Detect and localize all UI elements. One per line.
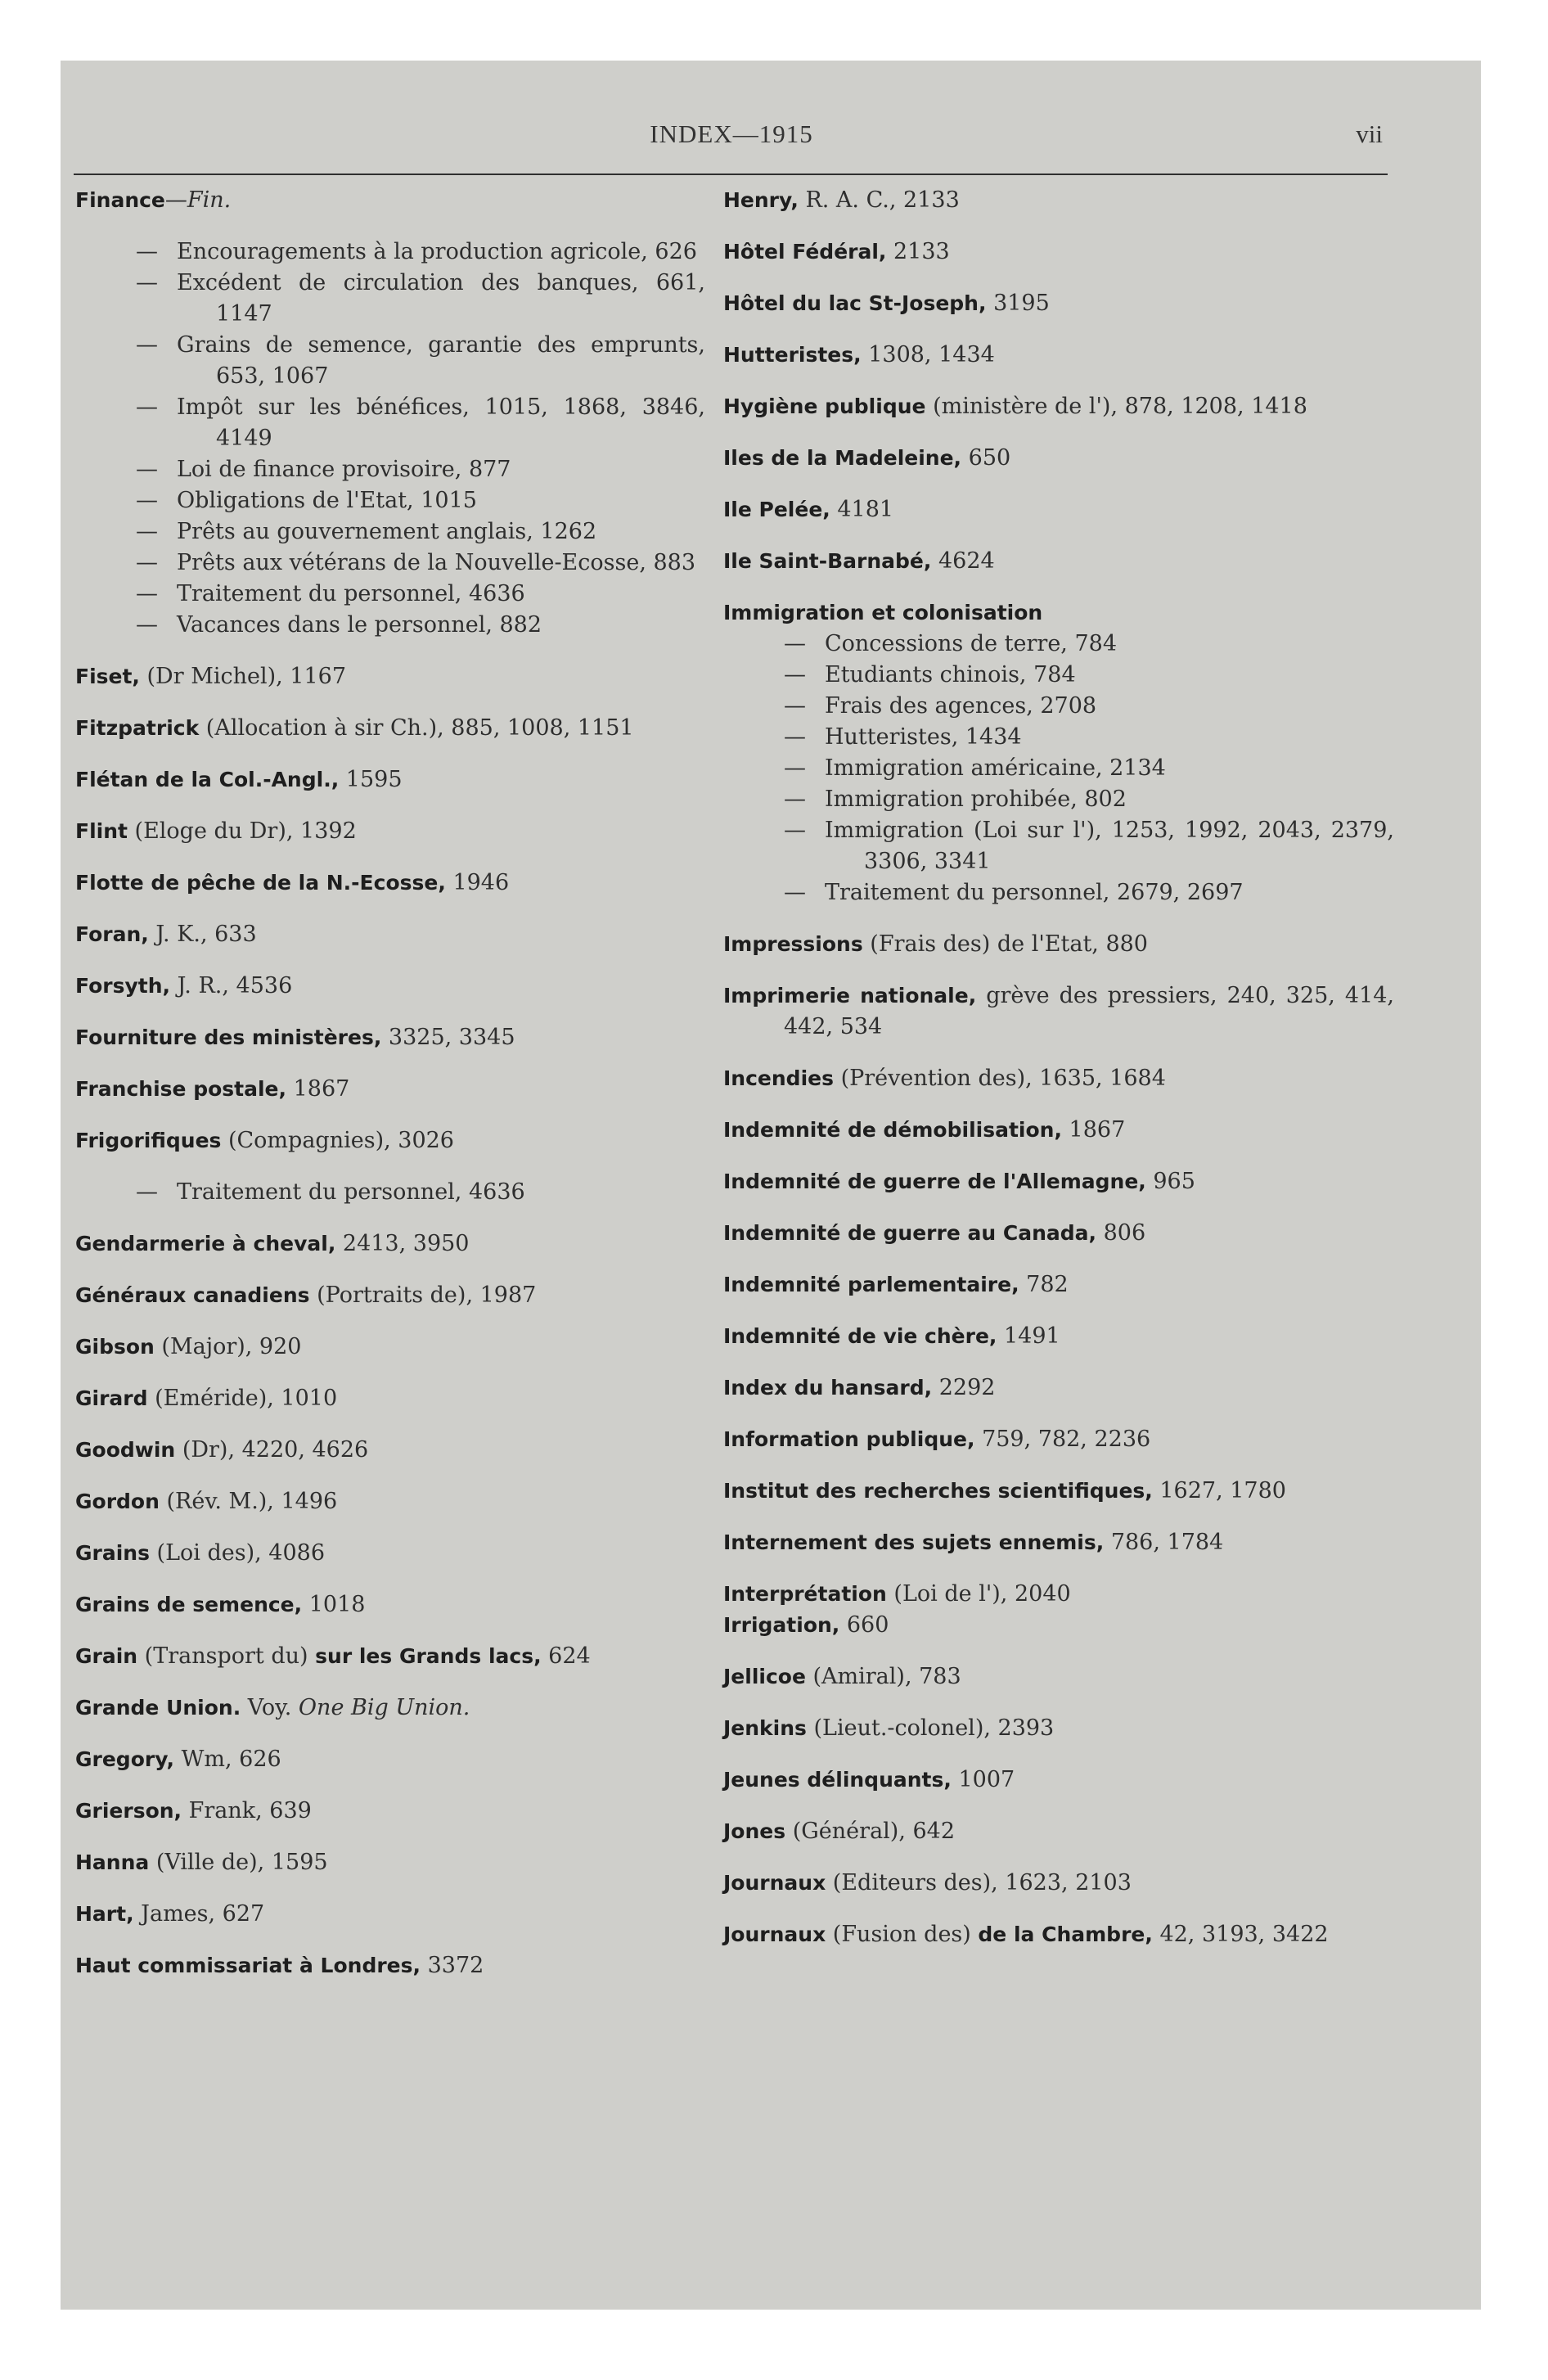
subentry-text: Vacances dans le personnel, 882 bbox=[177, 612, 542, 638]
header-rule bbox=[74, 174, 1388, 175]
page-title: INDEX—1915 bbox=[650, 119, 813, 148]
entry-text: 3325, 3345 bbox=[381, 1025, 515, 1050]
index-entry bbox=[75, 1125, 705, 1156]
index-entry bbox=[75, 764, 705, 796]
index-entry bbox=[723, 980, 1394, 1043]
index-entry bbox=[723, 1765, 1394, 1796]
entry-heading: Foran, bbox=[75, 922, 149, 946]
entry-text: James, 627 bbox=[133, 1901, 265, 1927]
entry-text: 1946 bbox=[445, 870, 510, 895]
subentry-text: Loi de finance provisoire, 877 bbox=[177, 457, 511, 482]
entry-heading: Hanna bbox=[75, 1850, 150, 1874]
entry-text: grève des pressiers, 240, 325, 414, 442, 534 bbox=[784, 983, 1394, 1039]
entry-text: 3372 bbox=[421, 1953, 484, 1978]
subentry-text: Prêts aux vétérans de la Nouvelle-Ecosse, 883 bbox=[177, 550, 696, 575]
entry-text: 965 bbox=[1145, 1169, 1195, 1194]
index-entry bbox=[75, 1589, 705, 1620]
index-entry bbox=[723, 929, 1394, 960]
entry-text: 4624 bbox=[931, 548, 995, 574]
entry-heading-continued: de la Chambre, bbox=[978, 1922, 1153, 1946]
entry-heading: Incendies bbox=[723, 1066, 834, 1090]
entry-heading: Indemnité de guerre au Canada, bbox=[723, 1221, 1097, 1245]
index-entry bbox=[723, 340, 1394, 371]
index-entry bbox=[75, 1693, 705, 1724]
entry-text: (Eloge du Dr), 1392 bbox=[127, 818, 357, 844]
em-dash: — bbox=[136, 239, 158, 264]
entry-text: (Ville de), 1595 bbox=[149, 1850, 328, 1875]
entry-heading: Henry, bbox=[723, 188, 799, 212]
index-subentry bbox=[723, 877, 1394, 908]
subentry-text: Grains de semence, garantie des emprunts, 653, 1067 bbox=[177, 332, 705, 389]
index-subentry bbox=[75, 330, 705, 392]
index-entry bbox=[723, 237, 1394, 268]
index-entry bbox=[75, 1744, 705, 1775]
entry-heading: Forsyth, bbox=[75, 974, 170, 998]
entry-heading: Institut des recherches scientifiques, bbox=[723, 1479, 1153, 1503]
entry-text: 660 bbox=[839, 1612, 889, 1638]
index-subentry bbox=[723, 629, 1394, 660]
entry-heading: Gibson bbox=[75, 1335, 155, 1359]
entry-text: (Dr), 4220, 4626 bbox=[175, 1437, 369, 1463]
entry-heading: Indemnité de guerre de l'Allemagne, bbox=[723, 1170, 1146, 1193]
subentry-text: Etudiants chinois, 784 bbox=[825, 662, 1076, 687]
index-entry bbox=[75, 1228, 705, 1260]
entry-heading: Gregory, bbox=[75, 1747, 175, 1771]
index-subentry bbox=[75, 1177, 705, 1208]
subentry-text: Traitement du personnel, 2679, 2697 bbox=[825, 880, 1244, 905]
entry-text: J. R., 4536 bbox=[170, 973, 293, 998]
index-entry bbox=[75, 1796, 705, 1827]
entry-heading: Indemnité parlementaire, bbox=[723, 1273, 1019, 1296]
subentry-text: Frais des agences, 2708 bbox=[825, 693, 1097, 719]
entry-heading: Irrigation, bbox=[723, 1613, 840, 1637]
entry-heading: Gendarmerie à cheval, bbox=[75, 1232, 336, 1255]
index-entry bbox=[75, 185, 705, 216]
em-dash: — bbox=[784, 755, 806, 781]
entry-text: 1491 bbox=[997, 1323, 1060, 1349]
entry-heading: Hôtel Fédéral, bbox=[723, 240, 887, 264]
index-entry bbox=[723, 443, 1394, 474]
em-dash: — bbox=[784, 787, 806, 812]
entry-text: (Rév. M.), 1496 bbox=[159, 1489, 338, 1514]
subentry-text: Immigration américaine, 2134 bbox=[825, 755, 1166, 781]
index-entry bbox=[723, 1166, 1394, 1197]
entry-text: 1308, 1434 bbox=[861, 342, 995, 367]
entry-italic: One Big Union. bbox=[298, 1695, 470, 1720]
entry-text: (Editeurs des), 1623, 2103 bbox=[826, 1870, 1132, 1895]
subentry-text: Prêts au gouvernement anglais, 1262 bbox=[177, 519, 597, 544]
entry-heading: Grains de semence, bbox=[75, 1593, 303, 1616]
index-entry bbox=[75, 1486, 705, 1517]
em-dash: — bbox=[784, 693, 806, 719]
entry-text: 1595 bbox=[339, 767, 403, 792]
entry-heading: Indemnité de vie chère, bbox=[723, 1324, 997, 1348]
entry-heading: Fiset, bbox=[75, 665, 140, 688]
entry-heading: Jellicoe bbox=[723, 1665, 806, 1688]
entry-text: Voy. bbox=[241, 1695, 299, 1720]
entry-heading: Indemnité de démobilisation, bbox=[723, 1118, 1062, 1142]
entry-text: 759, 782, 2236 bbox=[974, 1427, 1151, 1452]
index-subentry bbox=[723, 815, 1394, 877]
index-entry bbox=[723, 1063, 1394, 1094]
index-entry bbox=[723, 1527, 1394, 1558]
entry-text-continued: 624 bbox=[541, 1643, 591, 1669]
index-column-right bbox=[723, 185, 1394, 1971]
entry-text-continued: 42, 3193, 3422 bbox=[1152, 1922, 1329, 1947]
entry-heading: Journaux bbox=[723, 1871, 826, 1895]
entry-text: (Loi des), 4086 bbox=[149, 1540, 326, 1566]
index-column-left bbox=[75, 185, 705, 2002]
entry-text: 2413, 3950 bbox=[335, 1231, 470, 1256]
index-entry bbox=[75, 713, 705, 744]
entry-heading: Frigorifiques bbox=[75, 1129, 222, 1152]
entry-heading-continued: sur les Grands lacs, bbox=[315, 1644, 542, 1668]
entry-heading: Index du hansard, bbox=[723, 1376, 933, 1400]
entry-heading: Internement des sujets ennemis, bbox=[723, 1530, 1105, 1554]
entry-heading: Fourniture des ministères, bbox=[75, 1025, 382, 1049]
index-entry bbox=[75, 1950, 705, 1981]
entry-text: (Major), 920 bbox=[154, 1334, 302, 1359]
entry-heading: Grierson, bbox=[75, 1799, 182, 1823]
entry-text: 4181 bbox=[830, 497, 894, 522]
entry-heading: Impressions bbox=[723, 932, 863, 956]
entry-text: (Amiral), 783 bbox=[805, 1664, 961, 1689]
em-dash: — bbox=[136, 1179, 158, 1205]
index-subentry bbox=[75, 548, 705, 579]
entry-heading: Ile Pelée, bbox=[723, 498, 830, 521]
subentry-text: Immigration (Loi sur l'), 1253, 1992, 2043, 2379, 3306, 3341 bbox=[825, 818, 1394, 874]
entry-text: 1867 bbox=[1061, 1117, 1126, 1143]
entry-heading: Goodwin bbox=[75, 1438, 176, 1462]
entry-heading: Jeunes délinquants, bbox=[723, 1768, 952, 1792]
entry-text: (Compagnies), 3026 bbox=[221, 1128, 454, 1153]
index-entry bbox=[75, 868, 705, 899]
entry-text: (Général), 642 bbox=[785, 1819, 956, 1844]
index-entry bbox=[723, 1661, 1394, 1693]
entry-text: R. A. C., 2133 bbox=[798, 187, 960, 213]
em-dash: — bbox=[784, 818, 806, 843]
subentry-text: Traitement du personnel, 4636 bbox=[177, 1179, 525, 1205]
index-subentry bbox=[75, 237, 705, 268]
index-subentry bbox=[723, 722, 1394, 753]
em-dash: — bbox=[136, 519, 158, 544]
index-subentry bbox=[75, 392, 705, 454]
index-entry bbox=[723, 391, 1394, 422]
index-entry bbox=[75, 816, 705, 847]
entry-heading: Flotte de pêche de la N.-Ecosse, bbox=[75, 871, 446, 895]
entry-italic: Fin. bbox=[187, 187, 232, 213]
entry-text: 786, 1784 bbox=[1104, 1530, 1224, 1555]
entry-heading: Hart, bbox=[75, 1902, 134, 1926]
entry-heading: Imprimerie nationale, bbox=[723, 984, 977, 1007]
entry-text: (Frais des) de l'Etat, 880 bbox=[862, 931, 1148, 957]
entry-heading: Généraux canadiens bbox=[75, 1283, 310, 1307]
index-entry bbox=[75, 1074, 705, 1105]
entry-text: 782 bbox=[1019, 1272, 1069, 1297]
subentry-text: Traitement du personnel, 4636 bbox=[177, 581, 525, 606]
entry-text: (ministère de l'), 878, 1208, 1418 bbox=[925, 394, 1307, 419]
em-dash: — bbox=[784, 662, 806, 687]
entry-heading: Immigration et colonisation bbox=[723, 601, 1043, 624]
entry-heading: Fitzpatrick bbox=[75, 716, 200, 740]
entry-text: — bbox=[164, 187, 187, 213]
subentry-text: Impôt sur les bénéfices, 1015, 1868, 3846, 4149 bbox=[177, 394, 705, 451]
page-header bbox=[75, 113, 1388, 162]
entry-text: 1867 bbox=[286, 1076, 350, 1102]
index-subentry bbox=[75, 454, 705, 485]
em-dash: — bbox=[136, 581, 158, 606]
index-entry bbox=[723, 1269, 1394, 1300]
entry-heading: Girard bbox=[75, 1386, 148, 1410]
index-entry bbox=[75, 1280, 705, 1311]
entry-text: (Lieut.-colonel), 2393 bbox=[806, 1715, 1055, 1741]
index-entry bbox=[723, 1713, 1394, 1744]
em-dash: — bbox=[136, 270, 158, 295]
index-subentry bbox=[75, 485, 705, 516]
index-entry bbox=[723, 288, 1394, 319]
entry-text: 3195 bbox=[986, 291, 1050, 316]
index-subentry bbox=[75, 579, 705, 610]
index-entry bbox=[723, 1868, 1394, 1899]
entry-heading: Jones bbox=[723, 1819, 786, 1843]
entry-heading: Flint bbox=[75, 819, 128, 843]
index-entry bbox=[723, 1816, 1394, 1847]
index-entry bbox=[75, 1538, 705, 1569]
entry-text: 2133 bbox=[886, 239, 950, 264]
entry-heading: Interprétation bbox=[723, 1582, 887, 1606]
entry-text: 1007 bbox=[951, 1767, 1015, 1792]
index-entry bbox=[75, 1847, 705, 1878]
subentry-text: Concessions de terre, 784 bbox=[825, 631, 1117, 656]
index-entry bbox=[75, 971, 705, 1002]
entry-heading: Hôtel du lac St-Joseph, bbox=[723, 291, 987, 315]
entry-text: (Dr Michel), 1167 bbox=[139, 664, 347, 689]
index-entry bbox=[723, 597, 1394, 629]
subentry-text: Excédent de circulation des banques, 661, 1147 bbox=[177, 270, 705, 327]
em-dash: — bbox=[136, 550, 158, 575]
entry-text: (Portraits de), 1987 bbox=[309, 1282, 537, 1308]
index-subentry bbox=[723, 660, 1394, 691]
entry-text: (Loi de l'), 2040 bbox=[886, 1581, 1071, 1607]
entry-text: (Transport du) bbox=[137, 1643, 316, 1669]
index-entry bbox=[75, 1899, 705, 1930]
entry-heading: Grain bbox=[75, 1644, 138, 1668]
index-entry bbox=[723, 546, 1394, 577]
index-entry bbox=[75, 1383, 705, 1414]
index-subentry bbox=[75, 610, 705, 641]
subentry-text: Encouragements à la production agricole, 626 bbox=[177, 239, 697, 264]
em-dash: — bbox=[784, 631, 806, 656]
entry-text: (Allocation à sir Ch.), 885, 1008, 1151 bbox=[199, 715, 634, 741]
index-subentry bbox=[75, 516, 705, 548]
entry-text: (Eméride), 1010 bbox=[147, 1386, 338, 1411]
page-number: vii bbox=[1356, 119, 1383, 148]
entry-text: 2292 bbox=[932, 1375, 996, 1400]
index-entry bbox=[723, 1610, 1394, 1641]
index-entry bbox=[75, 1435, 705, 1466]
index-entry bbox=[723, 1476, 1394, 1507]
index-entry bbox=[723, 1115, 1394, 1146]
entry-heading: Finance bbox=[75, 188, 165, 212]
entry-heading: Gordon bbox=[75, 1490, 160, 1513]
entry-text: J. K., 633 bbox=[148, 922, 257, 947]
index-entry bbox=[75, 919, 705, 950]
index-subentry bbox=[723, 753, 1394, 784]
em-dash: — bbox=[784, 880, 806, 905]
subentry-text: Immigration prohibée, 802 bbox=[825, 787, 1127, 812]
entry-heading: Franchise postale, bbox=[75, 1077, 286, 1101]
entry-text: Frank, 639 bbox=[182, 1798, 312, 1823]
entry-heading: Grande Union. bbox=[75, 1696, 241, 1720]
index-entry bbox=[723, 1919, 1394, 1950]
index-subentry bbox=[723, 691, 1394, 722]
entry-text: 1018 bbox=[302, 1592, 366, 1617]
em-dash: — bbox=[784, 724, 806, 750]
index-entry bbox=[723, 1373, 1394, 1404]
entry-text: 650 bbox=[961, 445, 1011, 471]
subentry-text: Obligations de l'Etat, 1015 bbox=[177, 488, 477, 513]
index-subentry bbox=[75, 268, 705, 330]
em-dash: — bbox=[136, 488, 158, 513]
entry-heading: Jenkins bbox=[723, 1716, 807, 1740]
entry-heading: Flétan de la Col.-Angl., bbox=[75, 768, 340, 791]
index-entry bbox=[723, 1424, 1394, 1455]
entry-heading: Haut commissariat à Londres, bbox=[75, 1954, 421, 1977]
index-entry bbox=[75, 1022, 705, 1053]
index-entry bbox=[723, 1579, 1394, 1610]
entry-text: Wm, 626 bbox=[174, 1747, 281, 1772]
entry-text: (Fusion des) bbox=[826, 1922, 979, 1947]
entry-text: (Prévention des), 1635, 1684 bbox=[833, 1066, 1166, 1091]
entry-text: 1627, 1780 bbox=[1152, 1478, 1286, 1503]
index-entry bbox=[723, 1218, 1394, 1249]
entry-heading: Iles de la Madeleine, bbox=[723, 446, 962, 470]
em-dash: — bbox=[136, 394, 158, 420]
entry-heading: Ile Saint-Barnabé, bbox=[723, 549, 932, 573]
index-entry bbox=[75, 661, 705, 692]
em-dash: — bbox=[136, 612, 158, 638]
index-entry bbox=[75, 1332, 705, 1363]
entry-heading: Information publique, bbox=[723, 1427, 975, 1451]
entry-text: 806 bbox=[1096, 1220, 1146, 1246]
index-entry bbox=[75, 1641, 705, 1672]
entry-heading: Journaux bbox=[723, 1922, 826, 1946]
index-entry bbox=[723, 185, 1394, 216]
index-entry bbox=[723, 1321, 1394, 1352]
em-dash: — bbox=[136, 457, 158, 482]
entry-heading: Hutteristes, bbox=[723, 343, 862, 367]
index-subentry bbox=[723, 784, 1394, 815]
em-dash: — bbox=[136, 332, 158, 358]
entry-heading: Hygiène publique bbox=[723, 394, 926, 418]
subentry-text: Hutteristes, 1434 bbox=[825, 724, 1022, 750]
index-entry bbox=[723, 494, 1394, 525]
entry-heading: Grains bbox=[75, 1541, 150, 1565]
